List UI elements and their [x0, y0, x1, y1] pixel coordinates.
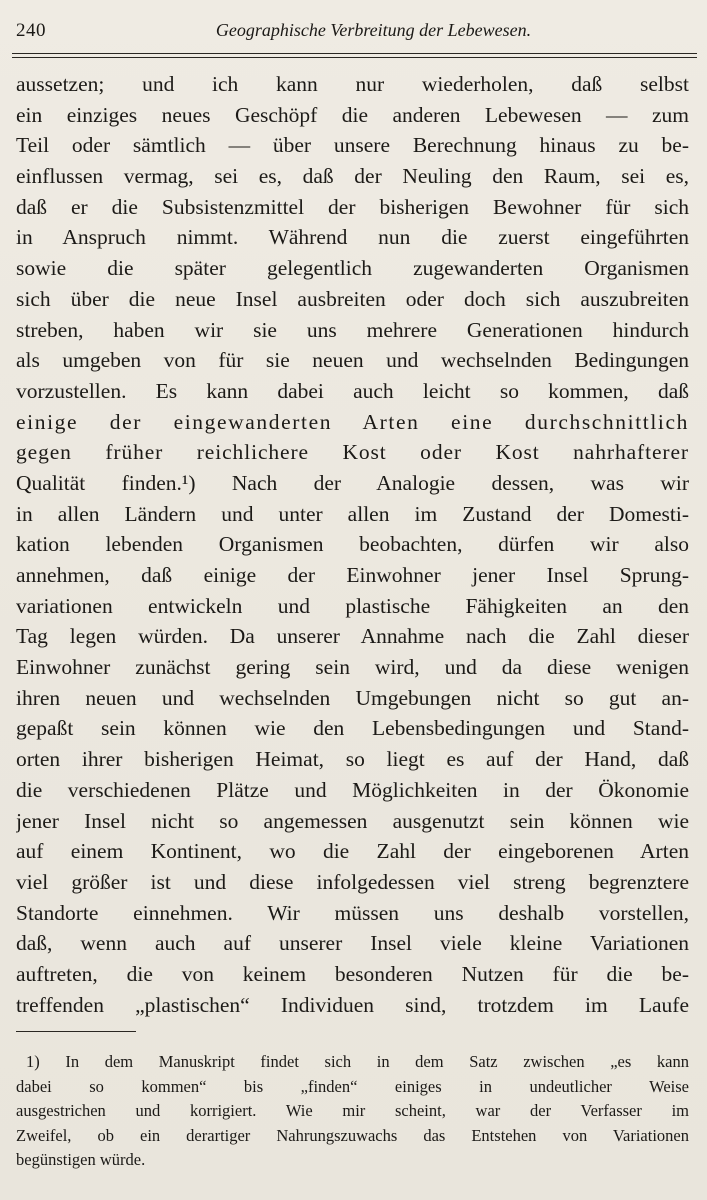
text-line: streben, haben wir sie uns mehrere Generationen hindurch [16, 317, 689, 342]
footnote-line: Zweifel, ob ein derartiger Nahrungszuwachs das Entstehen von Variationen [16, 1125, 689, 1145]
body-text [16, 69, 689, 1020]
text-line: ihren neuen und wechselnden Umgebungen nicht so gut an- [16, 685, 689, 710]
text-line: vorzustellen. Es kann dabei auch leicht so kommen, daß [16, 378, 689, 403]
text-line: Tag legen würden. Da unserer Annahme nach die Zahl dieser [16, 624, 689, 649]
text-line: annehmen, daß einige der Einwohner jener Insel Sprung- [16, 563, 689, 587]
footnote-line: 1) In dem Manuskript findet sich in dem Satz zwischen „es kann [26, 1052, 689, 1071]
text-line: variationen entwickeln und plastische Fähigkeiten an den [16, 593, 689, 618]
text-line: sich über die neue Insel ausbreiten oder doch sich auszubreiten [16, 286, 689, 311]
text-line: Standorte einnehmen. Wir müssen uns deshalb vorstellen, [16, 900, 689, 925]
text-line: jener Insel nicht so angemessen ausgenutzt sein können wie [16, 808, 689, 833]
text-line: in Anspruch nimmt. Während nun die zuerst eingeführten [16, 225, 689, 250]
text-line: Teil oder sämtlich — über unsere Berechnung hinaus zu be- [16, 133, 689, 158]
text-line: die verschiedenen Plätze und Möglichkeiten in der Ökonomie [16, 777, 689, 802]
text-line: aussetzen; und ich kann nur wiederholen, daß selbst [16, 72, 689, 96]
text-line: kation lebenden Organismen beobachten, dürfen wir also [16, 532, 689, 557]
text-line: einflussen vermag, sei es, daß der Neuling den Raum, sei es, [16, 164, 689, 189]
footnote-line: ausgestrichen und korrigiert. Wie mir scheint, war der Verfasser im [16, 1101, 689, 1121]
text-line: einige der eingewanderten Arten eine durchschnittlich [16, 409, 689, 434]
header-rule-thin [12, 57, 697, 58]
page-number: 240 [16, 20, 46, 41]
text-line: daß, wenn auch auf unserer Insel viele kleine Variationen [16, 931, 689, 956]
text-line: sowie die später gelegentlich zugewanderten Organismen [16, 256, 689, 281]
page-header [16, 20, 691, 46]
text-line: ein einziges neues Geschöpf die anderen Lebewesen — zum [16, 102, 689, 127]
text-line: auftreten, die von keinem besonderen Nutzen für die be- [16, 961, 689, 986]
footnote-line: dabei so kommen“ bis „finden“ einiges in undeutlicher Weise [16, 1076, 689, 1096]
footnotes [16, 1050, 689, 1173]
footnote-line: begünstigen würde. [16, 1150, 146, 1170]
footnote-rule [16, 1031, 136, 1032]
text-line: auf einem Kontinent, wo die Zahl der eingeborenen Arten [16, 839, 689, 864]
text-line: gepaßt sein können wie den Lebensbedingungen und Stand- [16, 716, 689, 741]
text-line: treffenden „plastischen“ Individuen sind, trotzdem im Laufe [16, 992, 689, 1017]
text-line: als umgeben von für sie neuen und wechselnden Bedingungen [16, 348, 689, 373]
text-line: daß er die Subsistenzmittel der bisherigen Bewohner für sich [16, 194, 689, 219]
text-line: viel größer ist und diese infolgedessen viel streng begrenztere [16, 869, 689, 894]
running-head: Geographische Verbreitung der Lebewesen. [215, 20, 532, 40]
text-line: in allen Ländern und unter allen im Zustand der Domesti- [16, 501, 689, 526]
text-line: Einwohner zunächst gering sein wird, und da diese wenigen [16, 655, 689, 680]
header-rule [12, 53, 697, 54]
text-line: Qualität finden.¹) Nach der Analogie dessen, was wir [16, 470, 689, 495]
text-line: gegen früher reichlichere Kost oder Kost nahrhafterer [16, 440, 689, 465]
text-line: orten ihrer bisherigen Heimat, so liegt es auf der Hand, daß [16, 747, 689, 772]
